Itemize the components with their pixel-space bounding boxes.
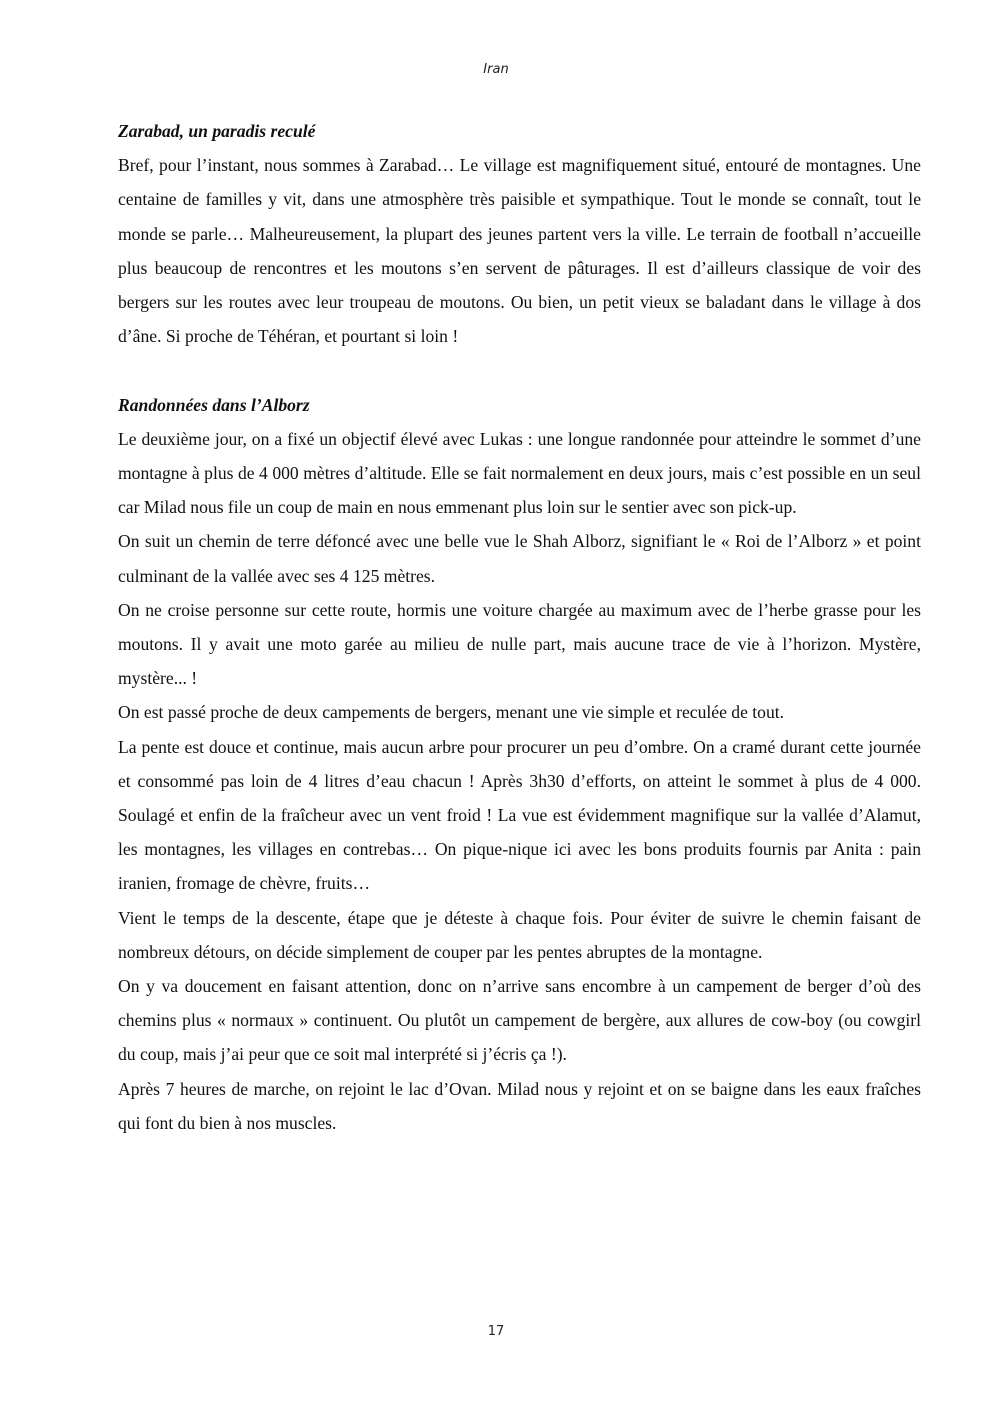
paragraph: Vient le temps de la descente, étape que je déteste à chaque fois. Pour éviter de suivre le chemin faisant de nombreux détours, on décide simplement de couper par les pentes abruptes de la montagne.	[118, 907, 921, 962]
paragraph: Le deuxième jour, on a fixé un objectif élevé avec Lukas : une longue randonnée pour atteindre le sommet d’une montagne à plus de 4 000 mètres d’altitude. Elle se fait normalement en deux jours, mais c’est possible en un seul car Milad nous file un coup de main en nous emmenant plus loin sur le sentier avec son pick-up.	[118, 428, 921, 518]
section-title: Zarabad, un paradis reculé	[118, 121, 316, 141]
section-spacer	[118, 353, 921, 387]
paragraph: Bref, pour l’instant, nous sommes à Zarabad… Le village est magnifiquement situé, entouré de montagnes. Une centaine de familles y vit, dans une atmosphère très paisible et sympathique. Tout le monde se connaît, tout le monde se parle… Malheureusement, la plupart des jeunes partent vers la ville. Le terrain de football n’accueille plus beaucoup de rencontres et les moutons s’en servent de pâturages. Il est d’ailleurs classique de voir des bergers sur les routes avec leur troupeau de moutons. Ou bien, un petit vieux se baladant dans le village à dos d’âne. Si proche de Téhéran, et pourtant si loin !	[118, 155, 921, 347]
page-number: 17	[487, 1324, 505, 1339]
paragraph: On suit un chemin de terre défoncé avec une belle vue le Shah Alborz, signifiant le « Roi de l’Alborz » et point culminant de la vallée avec ses 4 125 mètres.	[118, 531, 921, 586]
section-title: Randonnées dans l’Alborz	[118, 394, 310, 415]
page-content	[118, 114, 921, 1140]
paragraph: La pente est douce et continue, mais aucun arbre pour procurer un peu d’ombre. On a cramé durant cette journée et consommé pas loin de 4 litres d’eau chacun ! Après 3h30 d’efforts, on atteint le sommet à plus de 4 000. Soulagé et enfin de la fraîcheur avec un vent froid ! La vue est évidemment magnifique sur la vallée d’Alamut, les montagnes, les villages en contrebas… On pique-nique ici avec les bons produits fournis par Anita : pain iranien, fromage de chèvre, fruits…	[118, 736, 921, 894]
paragraph: On est passé proche de deux campements de bergers, menant une vie simple et reculée de tout.	[118, 702, 785, 723]
paragraph: On ne croise personne sur cette route, hormis une voiture chargée au maximum avec de l’herbe grasse pour les moutons. Il y avait une moto garée au milieu de nulle part, mais aucune trace de vie à l’horizon. Mystère, mystère... !	[118, 599, 921, 689]
section-randonnees	[118, 388, 921, 1140]
running-header: Iran	[483, 62, 509, 77]
paragraph: Après 7 heures de marche, on rejoint le lac d’Ovan. Milad nous y rejoint et on se baigne dans les eaux fraîches qui font du bien à nos muscles.	[118, 1078, 921, 1133]
section-zarabad	[118, 114, 921, 353]
paragraph: On y va doucement en faisant attention, donc on n’arrive sans encombre à un campement de berger d’où des chemins plus « normaux » continuent. Ou plutôt un campement de bergère, aux allures de cow-boy (ou cowgirl du coup, mais j’ai peur que ce soit mal interprété si j’écris ça !).	[118, 976, 921, 1065]
